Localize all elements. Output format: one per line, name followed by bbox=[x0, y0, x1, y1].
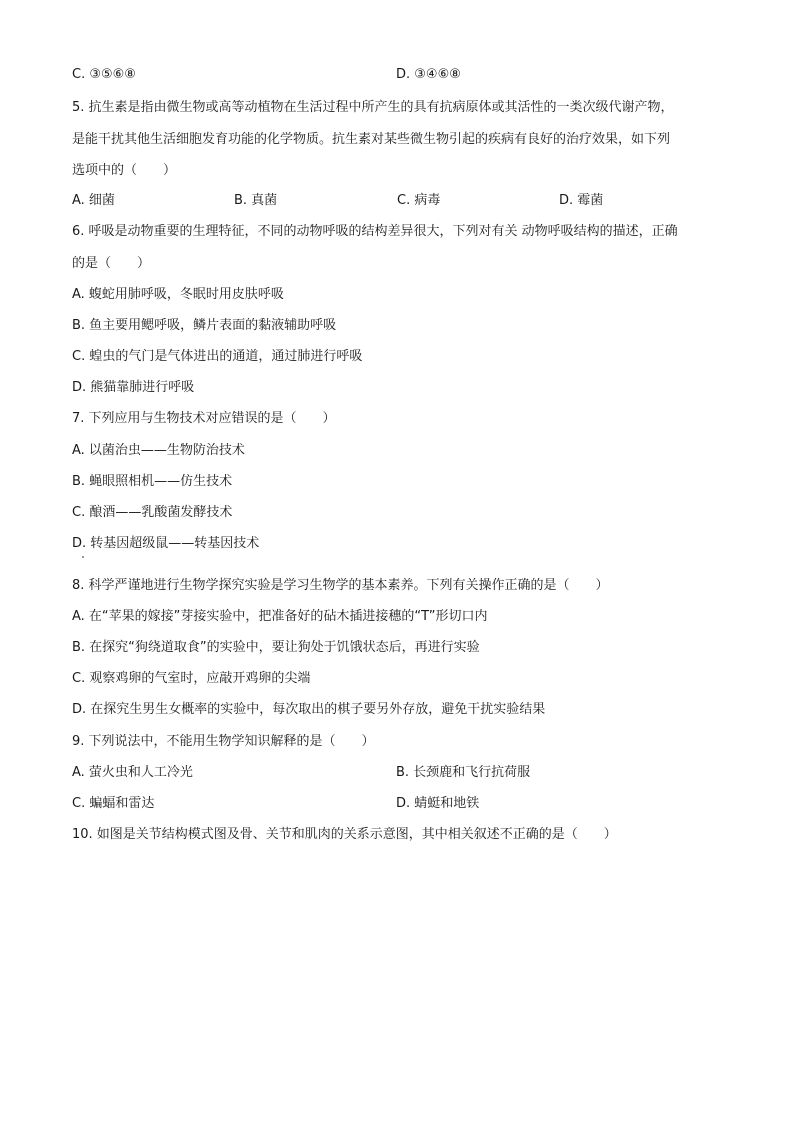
q7-stem: 7. 下列应用与生物技术对应错误的是（ ） bbox=[72, 411, 336, 426]
stray-mark bbox=[82, 556, 84, 558]
q8-option-c: C. 观察鸡卵的气室时，应敲开鸡卵的尖端 bbox=[72, 671, 311, 686]
q5-stem-line1: 5. 抗生素是指由微生物或高等动植物在生活过程中所产生的具有抗病原体或其活性的一类次级代谢产物， bbox=[72, 100, 674, 115]
q5-option-b: B. 真菌 bbox=[234, 193, 278, 208]
q9-options-row-1 bbox=[72, 765, 722, 781]
q9-option-b: B. 长颈鹿和飞行抗荷服 bbox=[396, 765, 531, 780]
q10-stem: 10. 如图是关节结构模式图及骨、关节和肌肉的关系示意图，其中相关叙述不正确的是（ ） bbox=[72, 827, 617, 842]
q9-option-a: A. 萤火虫和人工冷光 bbox=[72, 765, 193, 780]
q8-option-a: A. 在“苹果的嫁接”芽接实验中，把准备好的砧木插进接穗的“T”形切口内 bbox=[72, 609, 488, 624]
q6-stem-line1: 6. 呼吸是动物重要的生理特征，不同的动物呼吸的结构差异很大，下列对有关 动物呼吸结构的描述，正确 bbox=[72, 224, 678, 239]
q6-option-d: D. 熊猫靠肺进行呼吸 bbox=[72, 380, 195, 395]
q5-option-d: D. 霉菌 bbox=[559, 193, 604, 208]
q6-option-b: B. 鱼主要用鳃呼吸，鳞片表面的黏液辅助呼吸 bbox=[72, 318, 337, 333]
q7-option-c: C. 酿酒——乳酸菌发酵技术 bbox=[72, 505, 233, 520]
q8-option-d: D. 在探究生男生女概率的实验中，每次取出的棋子要另外存放，避免干扰实验结果 bbox=[72, 702, 546, 717]
q8-stem: 8. 科学严谨地进行生物学探究实验是学习生物学的基本素养。下列有关操作正确的是（ ） bbox=[72, 578, 609, 593]
q9-option-d: D. 蜻蜓和地铁 bbox=[396, 796, 480, 811]
q6-option-a: A. 蝮蛇用肺呼吸，冬眠时用皮肤呼吸 bbox=[72, 287, 284, 302]
q4-options-row bbox=[72, 67, 722, 83]
q5-option-c: C. 病毒 bbox=[397, 193, 441, 208]
q7-option-b: B. 蝇眼照相机——仿生技术 bbox=[72, 474, 233, 489]
q9-stem: 9. 下列说法中，不能用生物学知识解释的是（ ） bbox=[72, 734, 375, 749]
q6-stem-line2: 的是（ ） bbox=[72, 256, 151, 271]
q9-option-c: C. 蝙蝠和雷达 bbox=[72, 796, 155, 811]
q5-options-row bbox=[72, 193, 722, 209]
q5-option-a: A. 细菌 bbox=[72, 193, 115, 208]
q4-option-c: C. ③⑤⑥⑧ bbox=[72, 67, 136, 82]
q5-stem-line3: 选项中的（ ） bbox=[72, 163, 177, 178]
q4-option-d: D. ③④⑥⑧ bbox=[396, 67, 461, 82]
q9-options-row-2 bbox=[72, 796, 722, 812]
q7-option-d: D. 转基因超级鼠——转基因技术 bbox=[72, 536, 260, 551]
q8-option-b: B. 在探究“狗绕道取食”的实验中，要让狗处于饥饿状态后，再进行实验 bbox=[72, 640, 480, 655]
q6-option-c: C. 蝗虫的气门是气体进出的通道，通过肺进行呼吸 bbox=[72, 349, 363, 364]
q7-option-a: A. 以菌治虫——生物防治技术 bbox=[72, 443, 245, 458]
q5-stem-line2: 是能干扰其他生活细胞发育功能的化学物质。抗生素对某些微生物引起的疾病有良好的治疗效果，如下列 bbox=[72, 132, 671, 147]
